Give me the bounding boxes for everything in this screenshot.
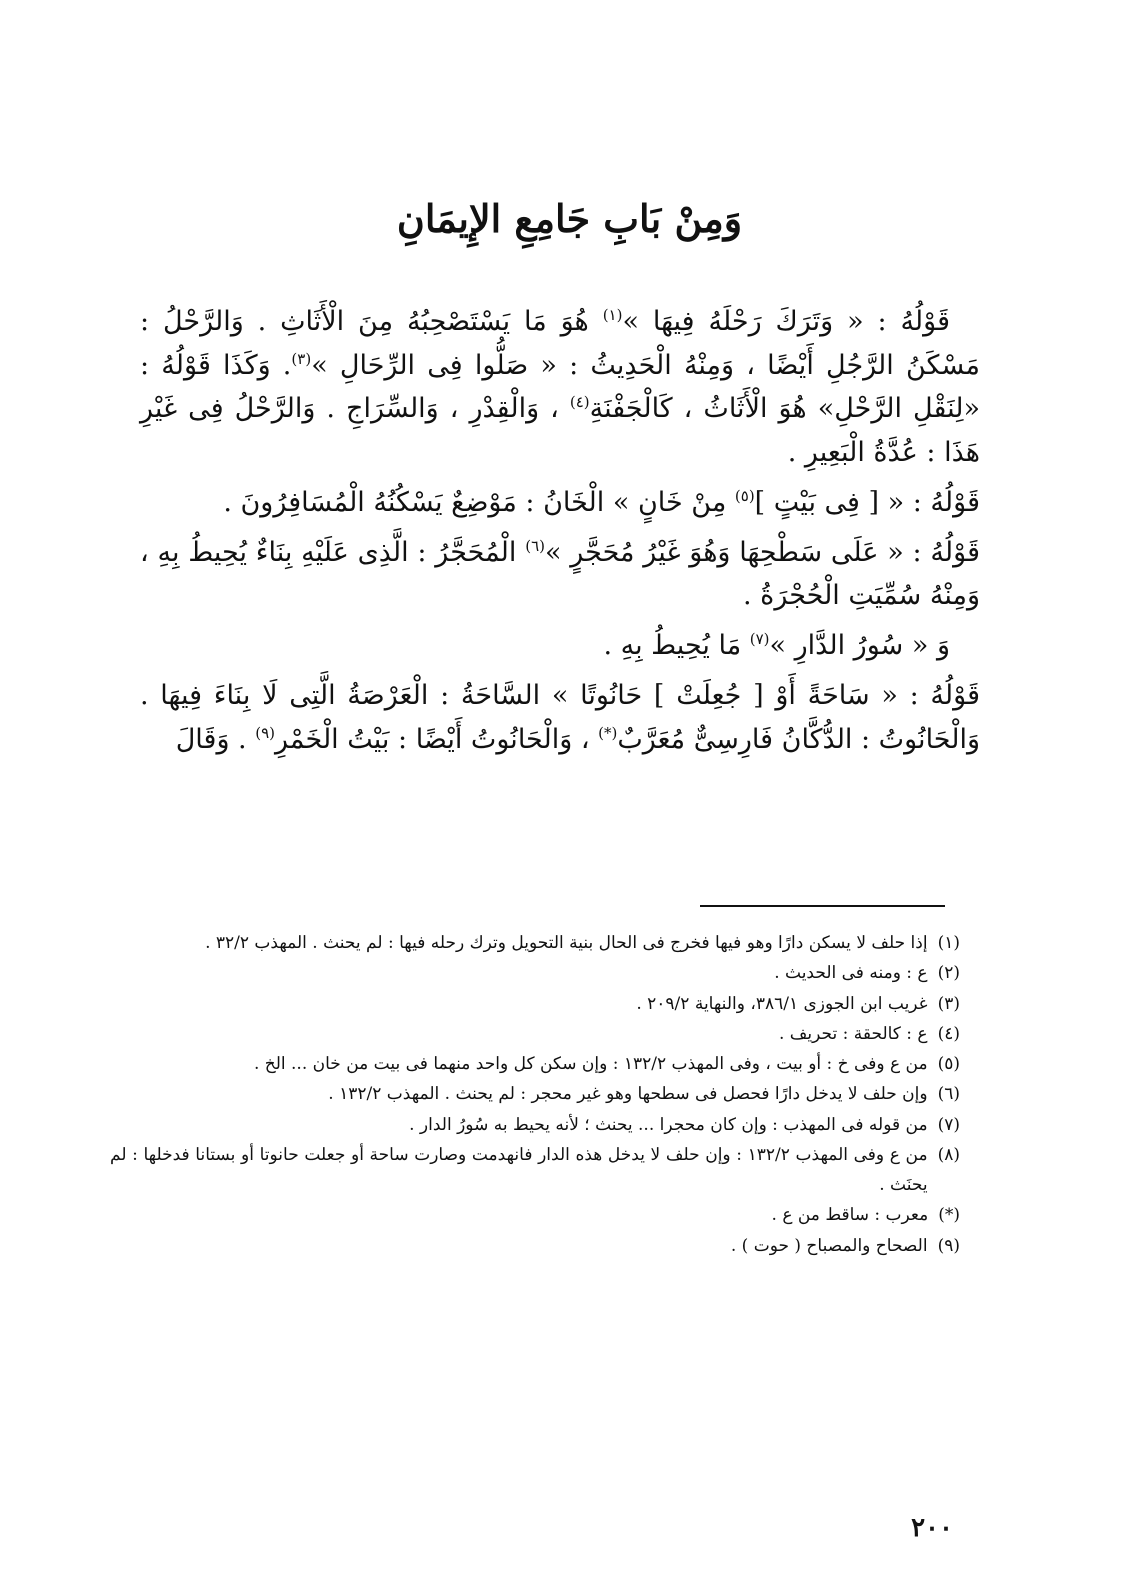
paragraph-text: . وَكَذَا قَوْلُهُ : «لِنَقْلِ الرَّحْلِ» هُوَ الْأَثَاثُ ، كَالْجَفْنَةِ: [140, 349, 980, 425]
footnote-number: (٢): [937, 963, 960, 984]
footnote-text: وإن حلف لا يدخل دارًا فحصل فى سطحها وهو غير محجر : لم يحنث . المهذب ١٣٢/٢ .: [328, 1084, 928, 1105]
footnote-number: (٨): [937, 1144, 960, 1165]
footnote-ref: (٩): [255, 723, 276, 742]
page-number: ٢٠٠: [911, 1513, 953, 1543]
footnote: [110, 1200, 960, 1230]
footnote-number: (٦): [937, 1084, 960, 1105]
footnote: [110, 1019, 960, 1049]
footnote-text: إذا حلف لا يسكن دارًا وهو فيها فخرج فى الحال بنية التحويل وترك رحله فيها : لم يحنث . المهذب ٣٢/٢ .: [205, 933, 928, 953]
footnote-ref: (٦): [525, 536, 545, 555]
footnote-text: معرب : ساقط من ع .: [771, 1205, 929, 1226]
footnote-number: (*): [938, 1205, 960, 1226]
paragraph-text: هُوَ مَا يَسْتَصْحِبُهُ مِنَ الْأَثَاثِ . وَالرَّحْلُ : مَسْكَنُ الرَّجُلِ أَيْضًا ، وَمِنْهُ الْحَدِيثُ : « صَلُّوا فِى الرِّحَالِ »: [140, 306, 980, 381]
footnote-ref: (٣): [291, 349, 312, 368]
paragraph: [140, 674, 980, 761]
footnote-number: (٣): [937, 993, 960, 1014]
paragraph-text: قَوْلُهُ : « [ فِى بَيْتٍ ]: [754, 486, 980, 518]
paragraph: [140, 531, 980, 618]
footnotes: [110, 928, 960, 1261]
footnote-ref: (٤): [569, 393, 590, 412]
footnote: [110, 1140, 960, 1201]
paragraph-text: قَوْلُهُ : « سَاحَةً أَوْ [ جُعِلَتْ ] حَانُوتًا » السَّاحَةُ : الْعَرْصَةُ الَّتِى لَا بِنَاءَ فِيهَا . وَالْحَانُوتُ : الدُّكَّانُ فَارِسِىٌّ مُعَرَّبٌ: [140, 679, 980, 755]
footnote-text: ع : كالحقة : تحريف .: [779, 1023, 928, 1044]
section-heading: وَمِنْ بَابِ جَامِعِ الإِيمَانِ: [396, 196, 743, 241]
paragraph: [140, 481, 980, 525]
footnote-ref: (*): [598, 723, 618, 742]
footnote-number: (١): [937, 933, 960, 953]
footnote: [110, 1079, 960, 1109]
paragraph-text: . وَقَالَ: [175, 723, 256, 755]
footnote-ref: (٥): [734, 486, 755, 505]
footnote-text: من قوله فى المهذب : وإن كان محجرا ... يحنث ؛ لأنه يحيط به سُورُ الدار .: [409, 1114, 928, 1135]
main-text: [140, 300, 980, 767]
paragraph-text: ، وَالْحَانُوتُ أَيْضًا : بَيْتُ الْخَمْرِ: [275, 723, 599, 755]
footnote-number: (٥): [937, 1054, 960, 1074]
footnote-text: ع : ومنه فى الحديث .: [774, 963, 928, 984]
footnote-text: الصحاح والمصباح ( حوت ) .: [730, 1235, 928, 1256]
paragraph: [140, 624, 980, 668]
paragraph-text: الْمُحَجَّرُ : الَّذِى عَلَيْهِ بِنَاءٌ يُحِيطُ بِهِ ، وَمِنْهُ سُمِّيَتِ الْحُجْرَةُ .: [140, 536, 980, 612]
paragraph: [140, 300, 980, 475]
footnote-text: من ع وفى خ : أو بيت ، وفى المهذب ١٣٢/٢ : وإن سكن كل واحد منهما فى بيت من خان ... الخ .: [253, 1054, 928, 1074]
footnote-ref: (١): [602, 306, 623, 324]
footnote: [110, 1110, 960, 1140]
footnote: [110, 928, 960, 958]
paragraph-text: قَوْلُهُ : « وَتَرَكَ رَحْلَهُ فِيهَا »: [622, 306, 951, 337]
footnote-number: (٩): [937, 1235, 960, 1256]
footnote-ref: (٧): [749, 630, 770, 649]
paragraph-text: مِنْ خَانٍ » الْخَانُ : مَوْضِعٌ يَسْكُنُهُ الْمُسَافِرُونَ .: [223, 486, 735, 518]
footnote-number: (٤): [937, 1023, 960, 1044]
footnote-number: (٧): [937, 1114, 960, 1135]
footnote: [110, 958, 960, 988]
footnote: [110, 1049, 960, 1079]
footnote-text: من ع وفى المهذب ١٣٢/٢ : وإن حلف لا يدخل هذه الدار فانهدمت وصارت ساحة أو جعلت حانوتا أو بستانا فدخلها : لم يحنَث .: [110, 1144, 928, 1195]
footnote-divider: [700, 905, 945, 907]
footnote-text: غريب ابن الجوزى ٣٨٦/١، والنهاية ٢٠٩/٢ .: [636, 993, 928, 1014]
paragraph-text: وَ « سُورُ الدَّارِ »: [769, 630, 950, 662]
paragraph-text: ، وَالْقِدْرِ ، وَالسِّرَاجِ . وَالرَّحْلُ فِى غَيْرِ هَذَا : عُدَّةُ الْبَعِيرِ .: [140, 393, 980, 469]
paragraph-text: مَا يُحِيطُ بِهِ .: [603, 630, 750, 662]
footnote: [110, 1231, 960, 1261]
footnote: [110, 989, 960, 1019]
paragraph-text: قَوْلُهُ : « عَلَى سَطْحِهَا وَهُوَ غَيْرُ مُحَجَّرٍ »: [544, 536, 980, 568]
